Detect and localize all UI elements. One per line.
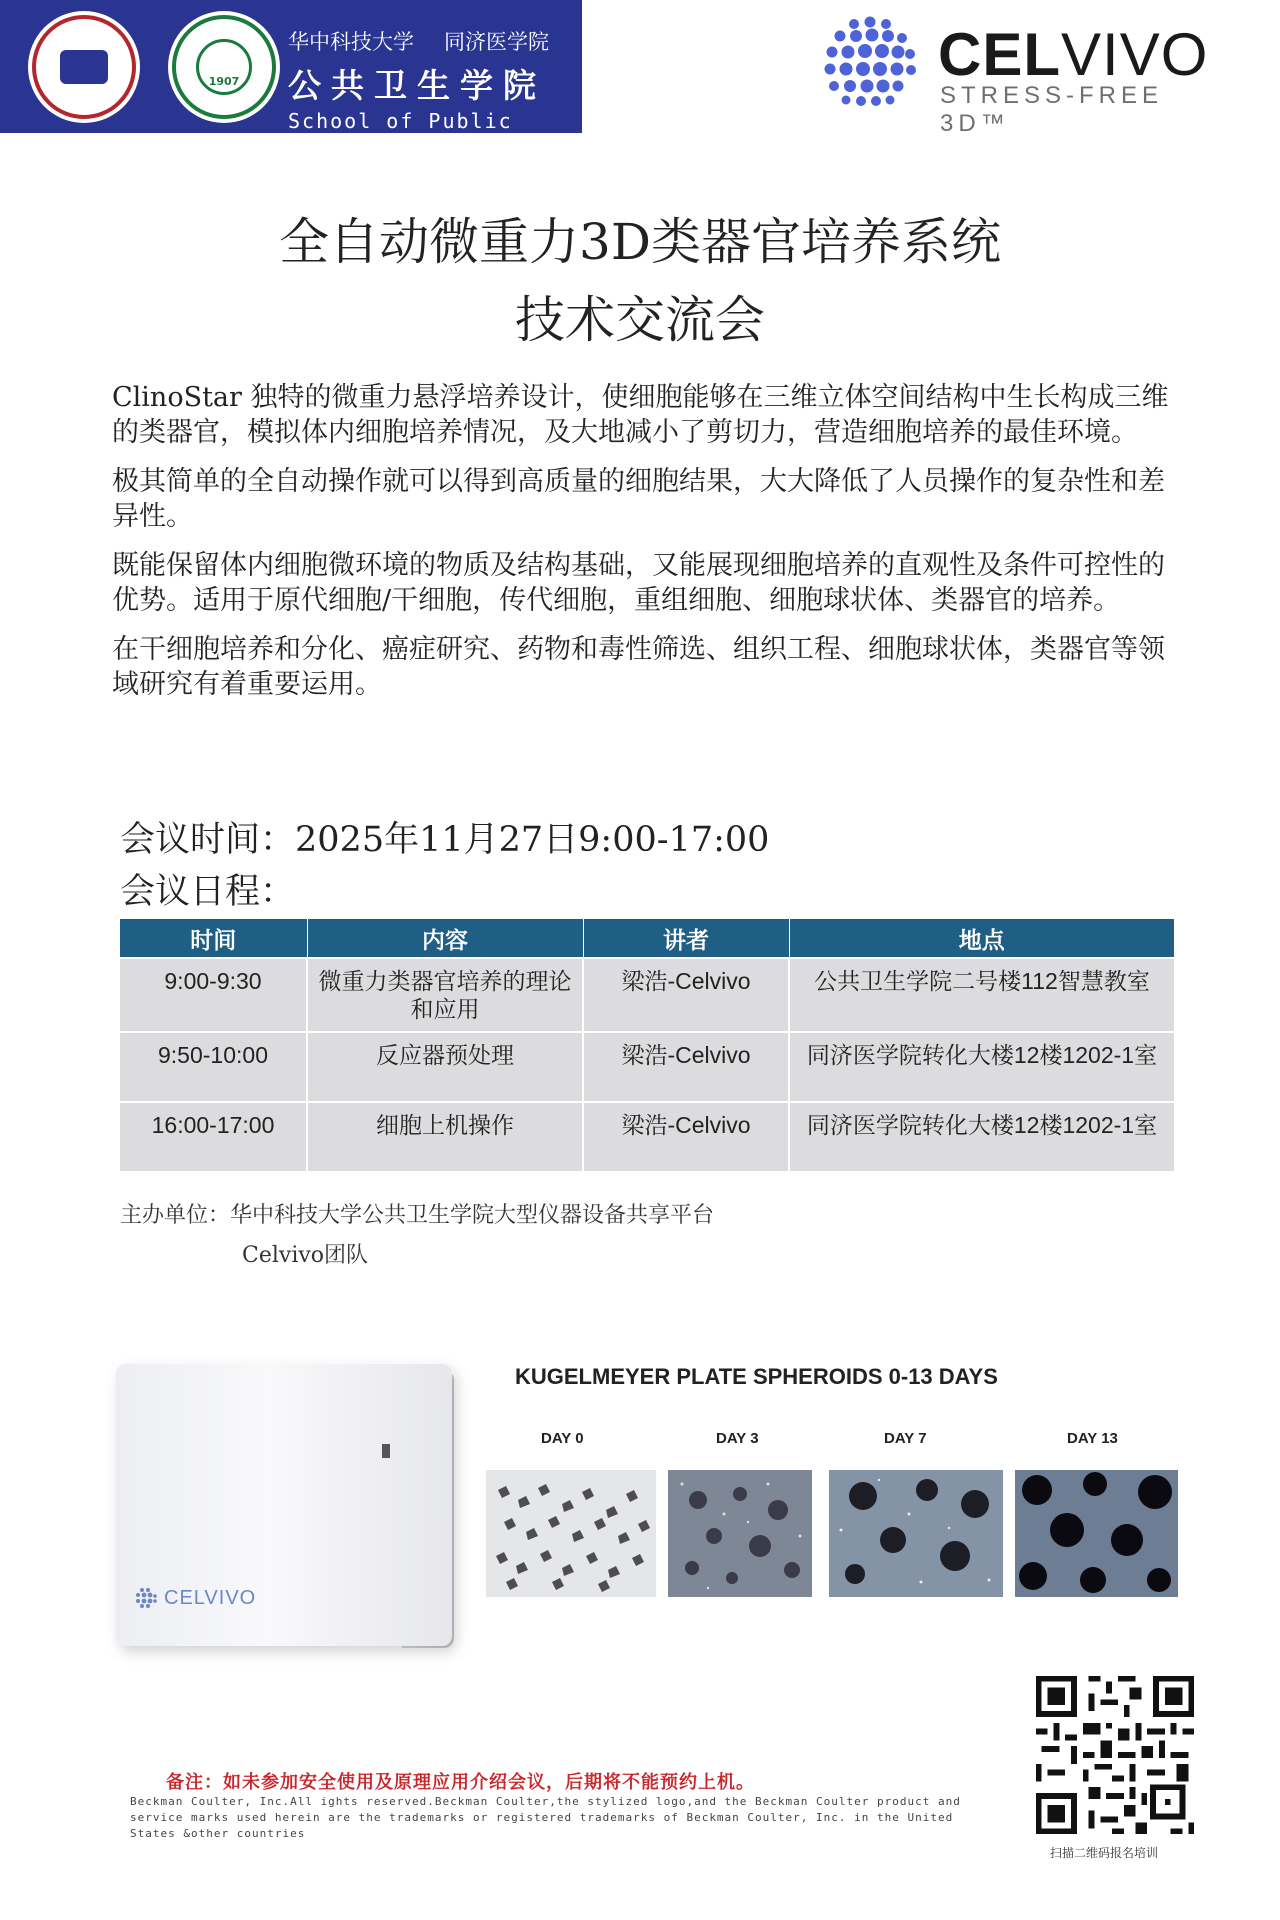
cell-time: 9:00-9:30: [120, 958, 307, 1032]
intro-paragraph: 既能保留体内细胞微环境的物质及结构基础，又能展现细胞培养的直观性及条件可控性的优势。适用于原代细胞/干细胞，传代细胞，重组细胞、细胞球状体、类器官的培养。: [112, 550, 1165, 616]
medical-college-name: 同济医学院: [444, 30, 549, 54]
intro-paragraph: 极其简单的全自动操作就可以得到高质量的细胞结果，大大降低了人员操作的复杂性和差异性。: [112, 466, 1165, 532]
device-brand-logo: [134, 1586, 256, 1610]
micrograph-day-13: [1015, 1470, 1178, 1597]
cell-location: 同济医学院转化大楼12楼1202-1室: [789, 1102, 1174, 1171]
spheroids-title: KUGELMEYER PLATE SPHEROIDS 0-13 DAYS: [515, 1364, 998, 1389]
micrograph-day-3: [668, 1470, 812, 1597]
page-title: 全自动微重力3D类器官培养系统: [279, 213, 1001, 271]
micrograph-day-0: [486, 1470, 656, 1597]
table-row: [120, 1102, 1174, 1171]
celvivo-logo: [820, 14, 1209, 137]
intro-section: [112, 380, 1182, 716]
organizer-label: 主办单位：: [120, 1203, 231, 1228]
day-label: DAY 7: [884, 1430, 927, 1447]
micrograph-day-7: [829, 1470, 1003, 1597]
cell-speaker: 梁浩-Celvivo: [583, 1102, 789, 1171]
school-name-block: [288, 26, 582, 157]
intro-paragraph: ClinoStar 独特的微重力悬浮培养设计，使细胞能够在三维立体空间结构中生长构成三维的类器官，模拟体内细胞培养情况，及大地减小了剪切力，营造细胞培养的最佳环境。: [112, 382, 1169, 448]
intro-paragraph: 在干细胞培养和分化、癌症研究、药物和毒性筛选、组织工程、细胞球状体，类器官等领域研究有着重要运用。: [112, 634, 1165, 700]
qr-caption: 扫描二维码报名培训: [1050, 1846, 1159, 1860]
celvivo-wordmark: CELVIVO: [938, 21, 1209, 88]
university-seal-logo: [28, 11, 140, 123]
registration-qr-code[interactable]: [1030, 1670, 1200, 1840]
meeting-time: [120, 812, 769, 862]
medical-college-seal-logo: 1907: [168, 11, 280, 123]
school-name-en: School of Public Health: [288, 109, 513, 157]
cell-location: 同济医学院转化大楼12楼1202-1室: [789, 1032, 1174, 1102]
organizer-line: [120, 1198, 714, 1229]
registration-note: 备注：如未参加安全使用及原理应用介绍会议，后期将不能预约上机。: [166, 1772, 755, 1793]
cell-location: 公共卫生学院二号楼112智慧教室: [789, 958, 1174, 1032]
cell-time: 9:50-10:00: [120, 1032, 307, 1102]
column-header-speaker: 讲者: [583, 919, 789, 958]
day-label: DAY 3: [716, 1430, 759, 1447]
cell-time: 16:00-17:00: [120, 1102, 307, 1171]
meeting-time-label: 会议时间：: [120, 820, 296, 860]
device-globe-icon: [134, 1586, 158, 1610]
column-header-time: 时间: [120, 919, 307, 958]
celvivo-globe-icon: [820, 14, 920, 114]
device-wordmark: CELVIVO: [164, 1586, 257, 1609]
table-header-row: [120, 919, 1174, 958]
trademark-notice: Beckman Coulter, Inc.All ights reserved.Beckman Coulter,the stylized logo,and the Beckman Coulter product and service marks used herein are the trademarks or registered trademarks of Beckman Coulter, Inc. in the United States &other countries: [130, 1795, 961, 1840]
cell-content: 细胞上机操作: [307, 1102, 583, 1171]
cell-content: 微重力类器官培养的理论和应用: [307, 958, 583, 1032]
organizer-secondary: Celvivo团队: [242, 1243, 369, 1268]
table-row: [120, 958, 1174, 1032]
day-label: DAY 13: [1067, 1430, 1118, 1447]
page-subtitle: 技术交流会: [515, 291, 765, 349]
university-name: 华中科技大学: [288, 30, 414, 54]
day-label: DAY 0: [541, 1430, 584, 1447]
meeting-schedule-label: 会议日程：: [120, 872, 296, 912]
schedule-table: [120, 919, 1174, 1171]
column-header-location: 地点: [789, 919, 1174, 958]
celvivo-tagline: STRESS-FREE 3D™: [940, 82, 1164, 137]
school-name-cn: 公共卫生学院: [288, 66, 546, 105]
table-row: [120, 1032, 1174, 1102]
cell-speaker: 梁浩-Celvivo: [583, 958, 789, 1032]
column-header-content: 内容: [307, 919, 583, 958]
cell-content: 反应器预处理: [307, 1032, 583, 1102]
organizer-primary: 华中科技大学公共卫生学院大型仪器设备共享平台: [230, 1203, 715, 1228]
device-button: [382, 1444, 390, 1458]
meeting-time-value: 2025年11月27日9:00-17:00: [295, 820, 770, 860]
qr-code-graphic: [1030, 1670, 1200, 1840]
school-header-banner: [0, 0, 582, 157]
cell-speaker: 梁浩-Celvivo: [583, 1032, 789, 1102]
